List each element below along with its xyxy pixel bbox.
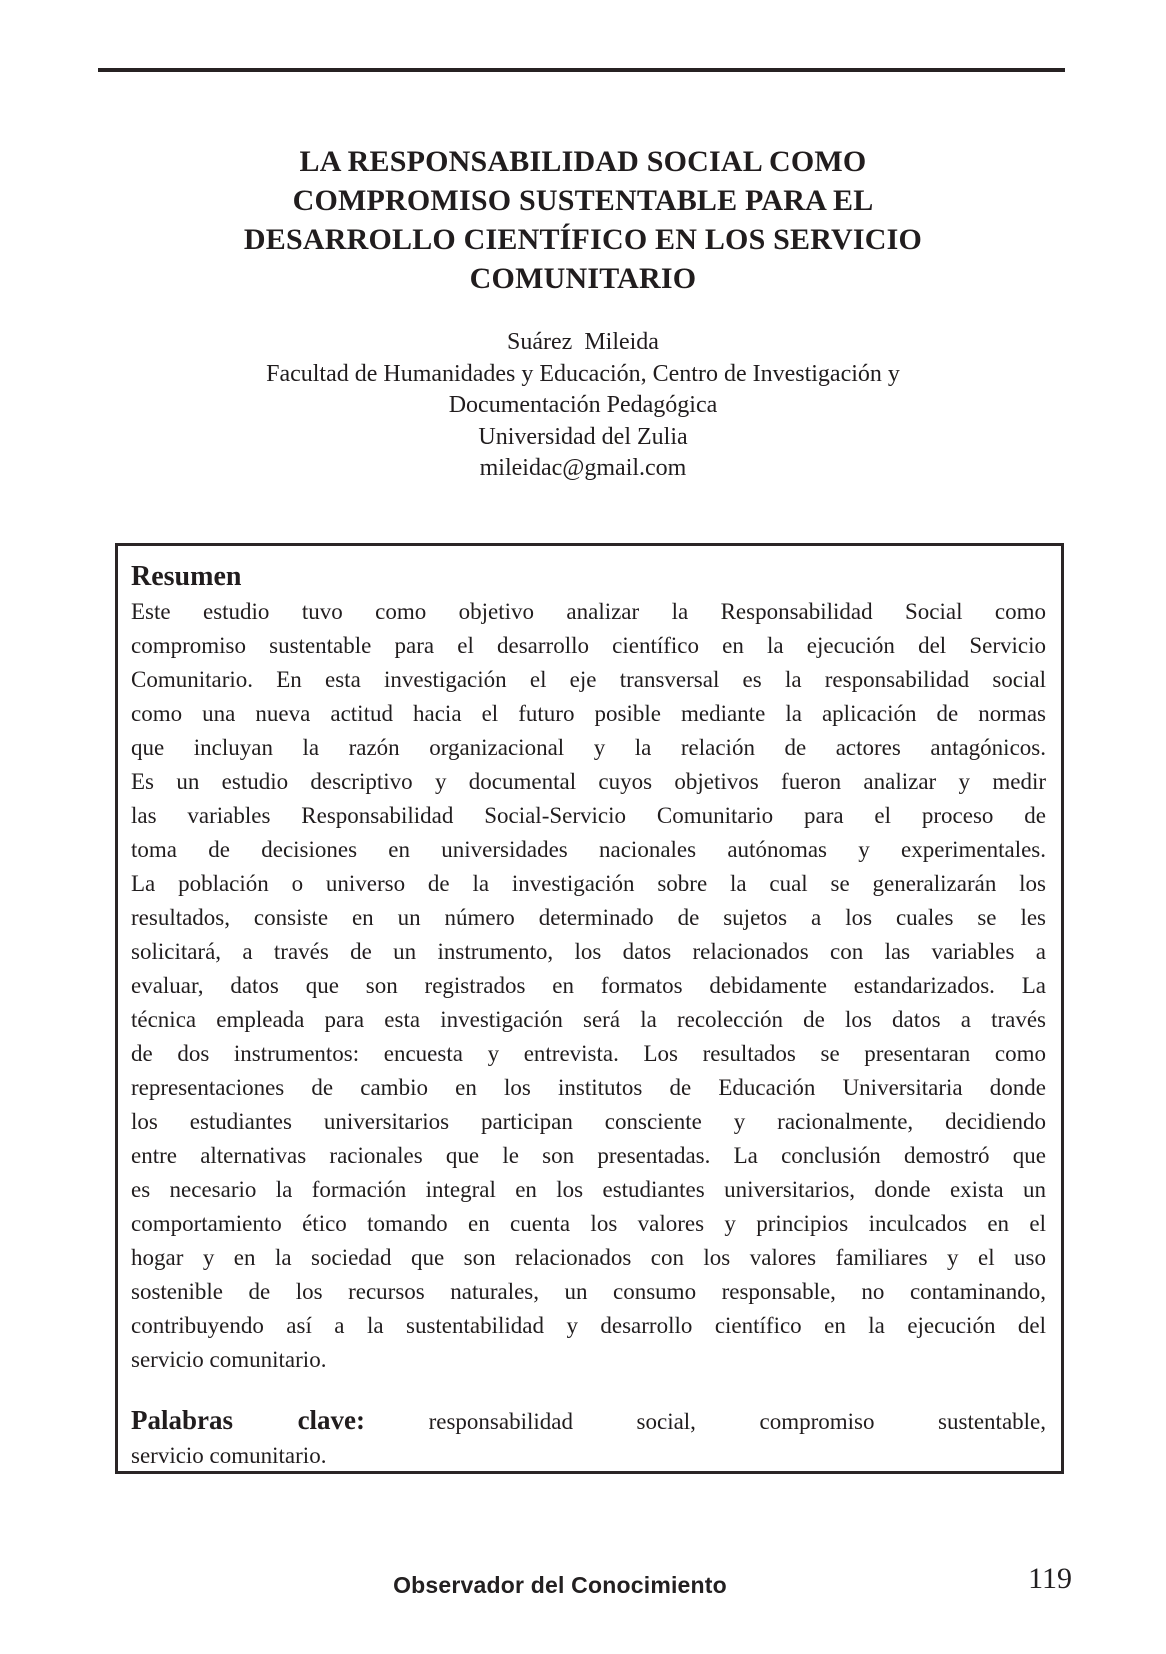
abstract-text-line: servicio comunitario.	[131, 1347, 327, 1372]
author-line: Suárez Mileida	[507, 329, 659, 355]
abstract-text-line: La población o universo de la investigación sobre la cual se generalizarán los	[131, 871, 1046, 896]
header-rule	[98, 68, 1065, 72]
abstract-text-line: hogar y en la sociedad que son relacionados con los valores familiares y el uso	[131, 1245, 1046, 1270]
abstract-text-line: que incluyan la razón organizacional y la relación de actores antagónicos.	[131, 735, 1046, 760]
author-line: Facultad de Humanidades y Educación, Centro de Investigación y	[266, 360, 900, 387]
abstract-text-line: como una nueva actitud hacia el futuro posible mediante la aplicación de normas	[131, 701, 1046, 726]
abstract-text-line: toma de decisiones en universidades nacionales autónomas y experimentales.	[131, 837, 1046, 862]
article-title	[0, 142, 1166, 298]
abstract-heading: Resumen	[131, 561, 242, 592]
article-title-line: DESARROLLO CIENTÍFICO EN LOS SERVICIO	[243, 223, 923, 256]
abstract-text-line: Este estudio tuvo como objetivo analizar la Responsabilidad Social como	[131, 599, 1046, 624]
keywords-line-1	[131, 1403, 1046, 1439]
abstract-text	[131, 595, 1046, 1377]
abstract-text-line: contribuyendo así a la sustentabilidad y desarrollo científico en la ejecución del	[131, 1313, 1046, 1338]
abstract-text-line: las variables Responsabilidad Social-Servicio Comunitario para el proceso de	[131, 803, 1046, 828]
keywords-text: responsabilidad social, compromiso sustentable,	[428, 1409, 1046, 1434]
keywords-block	[131, 1403, 1046, 1473]
abstract-text-line: comportamiento ético tomando en cuenta los valores y principios inculcados en el	[131, 1211, 1046, 1236]
article-title-line: COMPROMISO SUSTENTABLE PARA EL	[292, 184, 874, 217]
abstract-box	[115, 543, 1064, 1474]
abstract-text-line: sostenible de los recursos naturales, un consumo responsable, no contaminando,	[131, 1279, 1046, 1304]
page-number: 119	[1028, 1562, 1072, 1595]
keywords-label: Palabras clave:	[131, 1405, 366, 1435]
author-block	[0, 327, 1166, 485]
keywords-line-2: servicio comunitario.	[131, 1443, 327, 1468]
author-line: Documentación Pedagógica	[448, 392, 718, 418]
abstract-text-line: los estudiantes universitarios participan consciente y racionalmente, decidiendo	[131, 1109, 1046, 1134]
journal-name: Observador del Conocimiento	[393, 1572, 727, 1598]
abstract-text-line: representaciones de cambio en los institutos de Educación Universitaria donde	[131, 1075, 1046, 1100]
abstract-text-line: resultados, consiste en un número determinado de sujetos a los cuales se les	[131, 905, 1046, 930]
author-line: mileidac@gmail.com	[479, 455, 687, 481]
abstract-text-line: evaluar, datos que son registrados en formatos debidamente estandarizados. La	[131, 973, 1046, 998]
article-title-line: LA RESPONSABILIDAD SOCIAL COMO	[299, 145, 867, 178]
abstract-text-line: solicitará, a través de un instrumento, los datos relacionados con las variables a	[131, 939, 1046, 964]
abstract-text-line: entre alternativas racionales que le son presentadas. La conclusión demostró que	[131, 1143, 1046, 1168]
abstract-text-line: técnica empleada para esta investigación será la recolección de los datos a través	[131, 1007, 1046, 1032]
author-line: Universidad del Zulia	[478, 423, 688, 450]
abstract-text-line: compromiso sustentable para el desarrollo científico en la ejecución del Servicio	[131, 633, 1046, 658]
abstract-text-line: Comunitario. En esta investigación el eje transversal es la responsabilidad social	[131, 667, 1046, 692]
abstract-text-line: Es un estudio descriptivo y documental cuyos objetivos fueron analizar y medir	[131, 769, 1046, 794]
abstract-text-line: es necesario la formación integral en los estudiantes universitarios, donde exista un	[131, 1177, 1046, 1202]
abstract-text-line: de dos instrumentos: encuesta y entrevista. Los resultados se presentaran como	[131, 1041, 1046, 1066]
article-title-line: COMUNITARIO	[469, 262, 697, 295]
